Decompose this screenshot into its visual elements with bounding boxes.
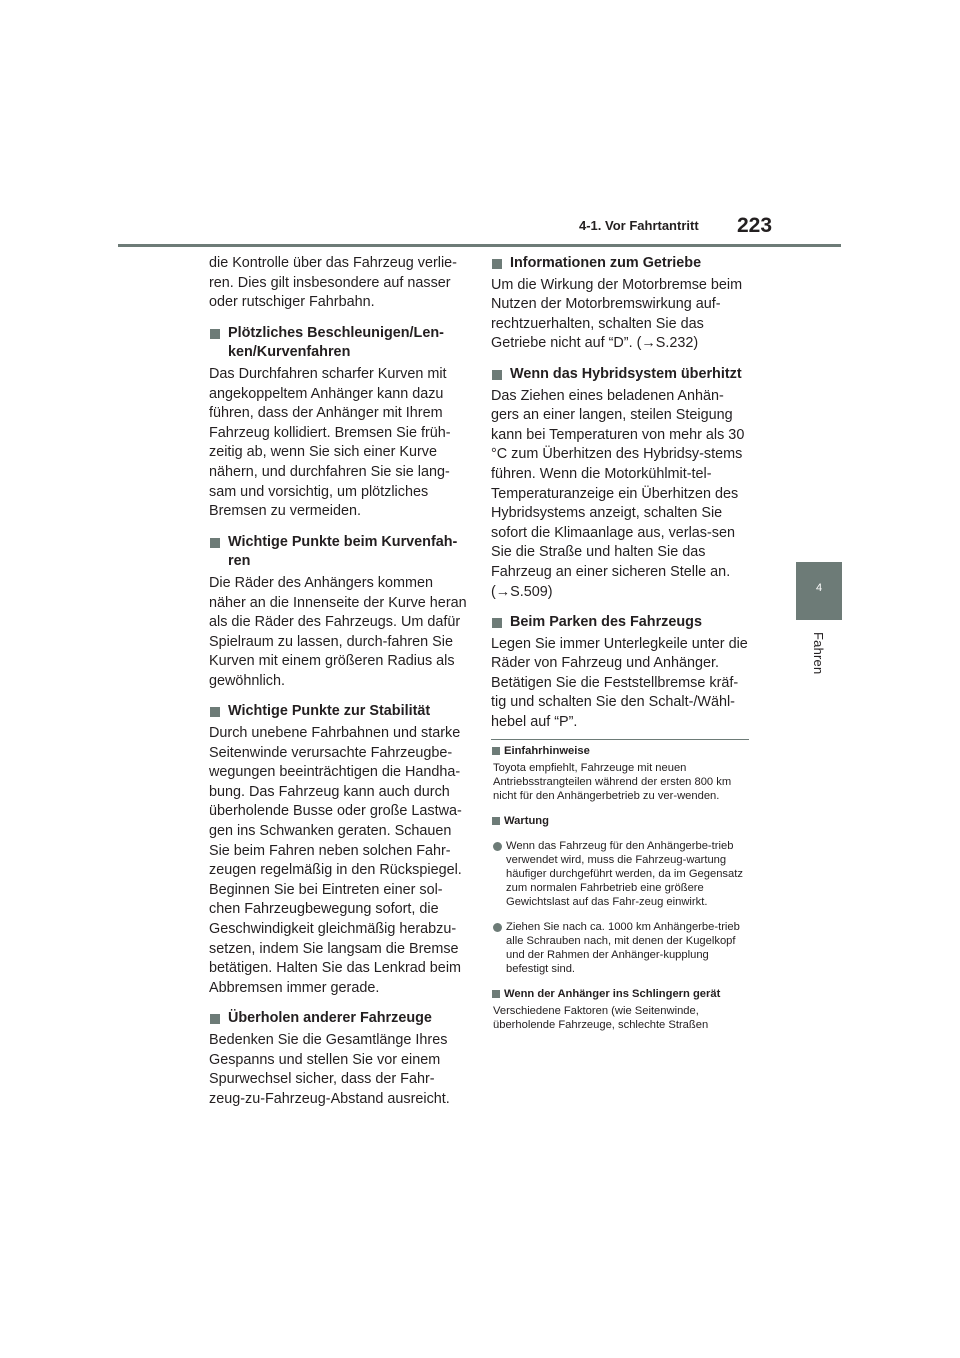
note-heading <box>492 814 752 828</box>
square-bullet-icon <box>492 747 500 755</box>
chapter-label: Fahren <box>811 632 826 675</box>
page-number: 223 <box>737 214 773 237</box>
section-heading <box>209 702 467 722</box>
note-heading-text: Wenn der Anhänger ins Schlingern gerät <box>504 988 721 1000</box>
square-bullet-icon <box>492 618 502 628</box>
note-bullet-text: Wenn das Fahrzeug für den Anhängerbe-trieb verwendet wird, muss die Fahrzeug-wartung häufiger durchgeführt werden, da im Gegensatz zum normalen Fahrbetrieb eine größere Gewichtslast auf das Fahr-zeug einwirkt. <box>506 840 743 908</box>
section-paragraph: Um die Wirkung der Motorbremse beim Nutzen der Motorbremswirkung auf-rechtzuerhalten, schalten Sie das Getriebe nicht auf “D”. (→S.232) <box>491 276 743 352</box>
section-paragraph: Das Ziehen eines beladenen Anhän-gers an einer langen, steilen Steigung kann bei Temperaturen von mehr als 30 °C zum Überhitzen des Hybridsy-stems führen. Wenn die Motorkühlmit-tel-Temperaturanzeige ein Überhitzen des Hybridsystems anzeigt, schalten Sie sofort die Klimaanlage aus, verlas-sen Sie die Straße und halten Sie das Fahrzeug an einer sicheren Stelle an. (→S.509) <box>491 387 745 600</box>
left-column <box>209 254 467 1109</box>
circle-bullet-icon <box>493 842 502 851</box>
note-paragraph: Toyota empfiehlt, Fahrzeuge mit neuen Antriebsstrangteilen während der ersten 800 km nicht für den Anhängerbetrieb zu ver-wenden. <box>493 762 732 802</box>
section-paragraph: Die Räder des Anhängers kommen näher an die Innenseite der Kurve heran als die Räder des Fahrzeugs. Um dafür Spielraum zu lassen, durch-fahren Sie Kurven mit einem größeren Radius als gewöhnlich. <box>209 574 467 689</box>
heading-text: Informationen zum Getriebe <box>510 255 702 271</box>
square-bullet-icon <box>492 370 502 380</box>
section-heading <box>209 533 467 572</box>
square-bullet-icon <box>210 329 220 339</box>
square-bullet-icon <box>210 538 220 548</box>
header-divider <box>118 244 841 247</box>
note-heading-text: Einfahrhinweise <box>504 745 590 757</box>
section-heading <box>491 365 749 385</box>
square-bullet-icon <box>210 1014 220 1024</box>
heading-text: Überholen anderer Fahrzeuge <box>228 1010 432 1027</box>
heading-text: Wichtige Punkte zur Stabilität <box>228 703 431 720</box>
square-bullet-icon <box>492 817 500 825</box>
square-bullet-icon <box>492 990 500 998</box>
note-bullet <box>492 920 752 976</box>
note-heading <box>492 744 752 758</box>
intro-paragraph: die Kontrolle über das Fahrzeug verlie-ren. Dies gilt insbesondere auf nasser oder rutschiger Fahrbahn. <box>209 255 457 311</box>
note-bullet-text: Ziehen Sie nach ca. 1000 km Anhängerbe-trieb alle Schrauben nach, mit denen der Kugelkopf und der Rahmen der Anhänger-kupplung befestigt sind. <box>506 921 740 975</box>
heading-text: Plötzliches Beschleunigen/Len-ken/Kurvenfahren <box>228 324 444 361</box>
notes-section <box>492 744 752 1032</box>
section-paragraph: Bedenken Sie die Gesamtlänge Ihres Gespanns und stellen Sie vor einem Spurwechsel sicher, dass der Fahr-zeug-zu-Fahrzeug-Abstand ausreicht. <box>209 1031 450 1107</box>
notes-divider <box>491 739 749 740</box>
right-column <box>491 254 749 733</box>
heading-text: Wichtige Punkte beim Kurvenfah-ren <box>228 533 458 570</box>
section-heading <box>491 254 749 274</box>
section-paragraph: Das Durchfahren scharfer Kurven mit angekoppeltem Anhänger kann dazu führen, dass der Anhänger mit Ihrem Fahrzeug kollidiert. Bremsen Sie früh-zeitig ab, wenn Sie sich einer Kurve nähern, und durchfahren Sie sie lang-sam und vorsichtig, um plötzliches Bremsen zu vermeiden. <box>209 365 451 520</box>
note-paragraph: Verschiedene Faktoren (wie Seitenwinde, überholende Fahrzeuge, schlechte Straßen <box>493 1005 709 1031</box>
heading-text: Wenn das Hybridsystem überhitzt <box>510 365 742 382</box>
square-bullet-icon <box>210 707 220 717</box>
section-paragraph: Legen Sie immer Unterlegkeile unter die Räder von Fahrzeug und Anhänger. Betätigen Sie die Feststellbremse kräf-tig und schalten Sie den Schalt-/Wähl-hebel auf “P”. <box>491 635 748 731</box>
chapter-tab <box>796 562 842 620</box>
note-heading <box>492 987 752 1001</box>
section-paragraph: Durch unebene Fahrbahnen und starke Seitenwinde verursachte Fahrzeugbe-wegungen beeinträchtigen die Handha-bung. Das Fahrzeug kann auch durch überholende Busse oder große Lastwa-gen ins Schwanken geraten. Schauen Sie beim Fahren neben solchen Fahr-zeugen regelmäßig in den Rückspiegel. Beginnen Sie bei Eintreten einer sol-chen Fahrzeugbewegung sofort, die Geschwindigkeit gleichmäßig herabzu-setzen, indem Sie langsam die Bremse betätigen. Halten Sie das Lenkrad beim Abbremsen immer gerade. <box>209 725 462 996</box>
section-heading <box>491 613 749 633</box>
note-heading-text: Wartung <box>504 815 549 827</box>
section-title: 4-1. Vor Fahrtantritt <box>579 218 699 233</box>
section-heading <box>209 324 467 363</box>
circle-bullet-icon <box>493 923 502 932</box>
heading-text: Beim Parken des Fahrzeugs <box>510 614 702 631</box>
chapter-number: 4 <box>815 582 823 594</box>
section-heading <box>209 1009 467 1029</box>
square-bullet-icon <box>492 259 502 269</box>
note-bullet <box>492 839 752 909</box>
